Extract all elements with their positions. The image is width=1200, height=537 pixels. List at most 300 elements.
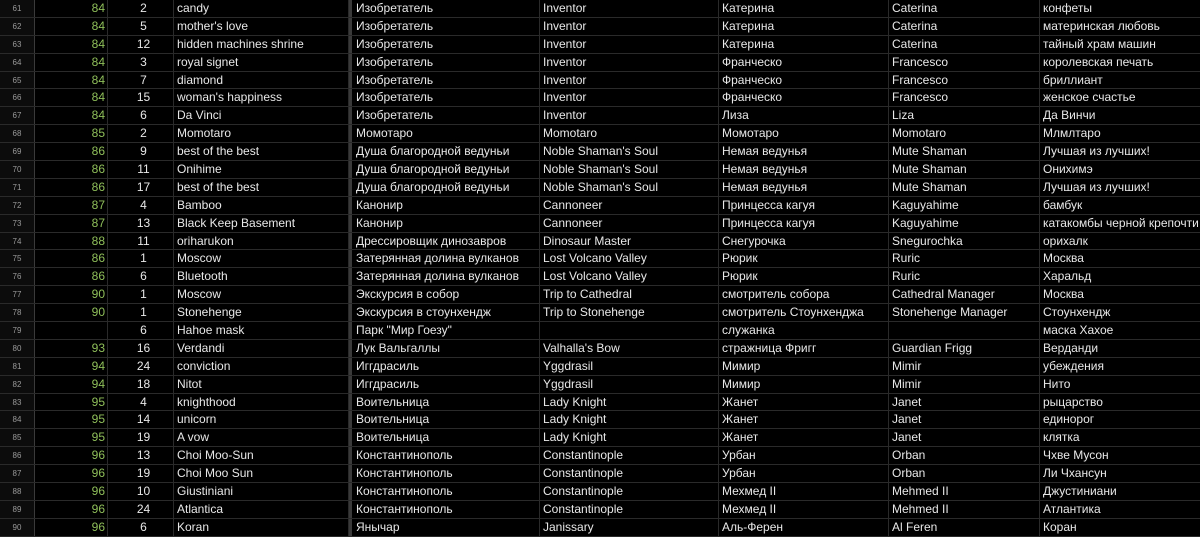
col-a-cell[interactable]: 84	[35, 72, 108, 89]
col-b-cell[interactable]: 11	[108, 161, 174, 178]
row-number: 87	[0, 465, 35, 482]
row-number: 61	[0, 0, 35, 17]
col-g-cell[interactable]: Orban	[889, 447, 1040, 464]
col-f-cell[interactable]: Мехмед II	[719, 483, 889, 500]
col-g-cell[interactable]: Kaguyahime	[889, 215, 1040, 232]
col-b-cell[interactable]: 1	[108, 250, 174, 267]
col-f-cell[interactable]: Принцесса кагуя	[719, 197, 889, 214]
col-c-cell[interactable]: Moscow	[174, 250, 349, 267]
col-c-cell[interactable]: Momotaro	[174, 125, 349, 142]
col-a-cell[interactable]: 96	[35, 447, 108, 464]
col-d-cell[interactable]: Иггдрасиль	[349, 376, 540, 393]
col-h-cell[interactable]: Москва	[1043, 287, 1084, 302]
col-e-cell[interactable]: Constantinople	[540, 465, 719, 482]
col-d-cell[interactable]: Константинополь	[349, 501, 540, 518]
col-e-cell[interactable]: Noble Shaman's Soul	[540, 179, 719, 196]
col-g-cell[interactable]: Janet	[889, 429, 1040, 446]
col-c-cell[interactable]: A vow	[174, 429, 349, 446]
col-b-cell[interactable]: 16	[108, 340, 174, 357]
table-row	[0, 447, 1200, 465]
table-row	[0, 286, 1200, 304]
col-e-cell[interactable]: Inventor	[540, 18, 719, 35]
row-number: 63	[0, 36, 35, 53]
table-row	[0, 519, 1200, 537]
col-c-cell[interactable]: Choi Moo Sun	[174, 465, 349, 482]
col-b-cell[interactable]: 4	[108, 197, 174, 214]
col-c-cell[interactable]: oriharukon	[174, 233, 349, 250]
col-b-cell[interactable]: 11	[108, 233, 174, 250]
col-h-cell[interactable]: Стоунхендж	[1043, 305, 1111, 320]
table-row	[0, 179, 1200, 197]
col-c-cell[interactable]: royal signet	[174, 54, 349, 71]
row-number: 62	[0, 18, 35, 35]
col-g-cell[interactable]: Mehmed II	[889, 483, 1040, 500]
col-c-cell[interactable]: Moscow	[174, 286, 349, 303]
col-c-cell[interactable]: conviction	[174, 358, 349, 375]
col-g-cell[interactable]: Francesco	[889, 72, 1040, 89]
col-e-cell[interactable]: Inventor	[540, 0, 719, 17]
col-f-cell[interactable]: Принцесса кагуя	[719, 215, 889, 232]
col-f-cell[interactable]: Урбан	[719, 465, 889, 482]
col-e-cell[interactable]: Lost Volcano Valley	[540, 250, 719, 267]
col-g-cell[interactable]: Ruric	[889, 250, 1040, 267]
col-a-cell[interactable]: 86	[35, 250, 108, 267]
col-d-cell[interactable]: Константинополь	[349, 483, 540, 500]
col-h-cell[interactable]: тайный храм машин	[1043, 36, 1156, 51]
table-row	[0, 161, 1200, 179]
table-row	[0, 376, 1200, 394]
row-number: 89	[0, 501, 35, 518]
col-b-cell[interactable]: 24	[108, 358, 174, 375]
col-c-cell[interactable]: mother's love	[174, 18, 349, 35]
col-d-cell[interactable]: Изобретатель	[349, 36, 540, 53]
col-a-cell[interactable]: 93	[35, 340, 108, 357]
row-number: 74	[0, 233, 35, 250]
row-number: 85	[0, 429, 35, 446]
col-d-cell[interactable]: Иггдрасиль	[349, 358, 540, 375]
col-e-cell[interactable]: Constantinople	[540, 447, 719, 464]
table-row	[0, 394, 1200, 412]
col-h-cell[interactable]: единорог	[1043, 412, 1095, 427]
col-a-cell[interactable]: 84	[35, 36, 108, 53]
col-g-cell[interactable]: Kaguyahime	[889, 197, 1040, 214]
col-a-cell[interactable]: 84	[35, 18, 108, 35]
col-d-cell[interactable]: Изобретатель	[349, 107, 540, 124]
col-c-cell[interactable]: Black Keep Basement	[174, 215, 349, 232]
col-g-cell[interactable]: Mehmed II	[889, 501, 1040, 518]
col-b-cell[interactable]: 24	[108, 501, 174, 518]
table-row	[0, 340, 1200, 358]
col-b-cell[interactable]: 2	[108, 0, 174, 17]
col-d-cell[interactable]: Изобретатель	[349, 54, 540, 71]
col-f-cell[interactable]: Жанет	[719, 429, 889, 446]
col-b-cell[interactable]: 9	[108, 143, 174, 160]
col-a-cell[interactable]: 96	[35, 501, 108, 518]
row-number: 88	[0, 483, 35, 500]
col-a-cell[interactable]: 90	[35, 304, 108, 321]
col-b-cell[interactable]: 1	[108, 304, 174, 321]
table-row	[0, 89, 1200, 107]
col-d-cell[interactable]: Канонир	[349, 215, 540, 232]
col-h-cell[interactable]: Коран	[1043, 519, 1077, 534]
col-g-cell[interactable]: Caterina	[889, 0, 1040, 17]
table-row	[0, 18, 1200, 36]
row-number: 66	[0, 89, 35, 106]
col-e-cell[interactable]: Yggdrasil	[540, 358, 719, 375]
col-d-cell[interactable]: Константинополь	[349, 447, 540, 464]
col-b-cell[interactable]: 13	[108, 447, 174, 464]
col-e-cell[interactable]: Inventor	[540, 54, 719, 71]
col-a-cell[interactable]: 84	[35, 54, 108, 71]
col-c-cell[interactable]: hidden machines shrine	[174, 36, 349, 53]
col-g-cell[interactable]: Snegurochka	[889, 233, 1040, 250]
col-b-cell[interactable]: 2	[108, 125, 174, 142]
col-c-cell[interactable]: Atlantica	[174, 501, 349, 518]
col-f-cell[interactable]: Катерина	[719, 18, 889, 35]
col-h-cell[interactable]: материнская любовь	[1043, 18, 1160, 33]
col-d-cell[interactable]: Янычар	[349, 519, 540, 536]
col-b-cell[interactable]: 6	[108, 322, 174, 339]
col-d-cell[interactable]: Душа благородной ведуньи	[349, 179, 540, 196]
col-c-cell[interactable]: Verdandi	[174, 340, 349, 357]
col-e-cell[interactable]: Inventor	[540, 36, 719, 53]
table-row	[0, 197, 1200, 215]
table-row	[0, 268, 1200, 286]
col-g-cell[interactable]: Guardian Frigg	[889, 340, 1040, 357]
col-d-cell[interactable]: Изобретатель	[349, 18, 540, 35]
col-f-cell[interactable]: Немая ведунья	[719, 179, 889, 196]
col-d-cell[interactable]: Душа благородной ведуньи	[349, 143, 540, 160]
col-e-cell[interactable]: Inventor	[540, 89, 719, 106]
row-number: 65	[0, 72, 35, 89]
table-row	[0, 322, 1200, 340]
col-a-cell[interactable]: 84	[35, 107, 108, 124]
col-b-cell[interactable]: 14	[108, 411, 174, 428]
row-number: 73	[0, 215, 35, 232]
col-h-cell[interactable]: Харальд	[1043, 269, 1092, 284]
col-c-cell[interactable]: diamond	[174, 72, 349, 89]
col-a-cell[interactable]: 95	[35, 429, 108, 446]
col-d-cell[interactable]: Изобретатель	[349, 72, 540, 89]
col-g-cell[interactable]	[889, 322, 1040, 339]
col-a-cell[interactable]: 94	[35, 358, 108, 375]
col-d-cell[interactable]: Затерянная долина вулканов	[349, 250, 540, 267]
col-e-cell[interactable]: Cannoneer	[540, 197, 719, 214]
table-row	[0, 465, 1200, 483]
col-e-cell[interactable]: Trip to Stonehenge	[540, 304, 719, 321]
table-row	[0, 72, 1200, 90]
col-e-cell[interactable]: Yggdrasil	[540, 376, 719, 393]
col-a-cell[interactable]: 86	[35, 161, 108, 178]
table-row	[0, 358, 1200, 376]
col-f-cell[interactable]: служанка	[719, 322, 889, 339]
col-c-cell[interactable]: Nitot	[174, 376, 349, 393]
col-b-cell[interactable]: 18	[108, 376, 174, 393]
col-g-cell[interactable]: Liza	[889, 107, 1040, 124]
col-a-cell[interactable]: 90	[35, 286, 108, 303]
col-e-cell[interactable]: Noble Shaman's Soul	[540, 143, 719, 160]
col-f-cell[interactable]: Катерина	[719, 36, 889, 53]
col-h-cell[interactable]: рыцарство	[1043, 394, 1103, 409]
col-e-cell[interactable]: Valhalla's Bow	[540, 340, 719, 357]
col-h-cell[interactable]: маска Хахое	[1043, 323, 1114, 338]
col-f-cell[interactable]: Лиза	[719, 107, 889, 124]
col-f-cell[interactable]: Аль-Ферен	[719, 519, 889, 536]
col-g-cell[interactable]: Mimir	[889, 376, 1040, 393]
col-h-cell[interactable]: конфеты	[1043, 1, 1092, 15]
col-h-cell[interactable]: Москва	[1043, 251, 1084, 266]
col-f-cell[interactable]: Немая ведунья	[719, 161, 889, 178]
col-f-cell[interactable]: Жанет	[719, 411, 889, 428]
col-f-cell[interactable]: Урбан	[719, 447, 889, 464]
row-number: 78	[0, 304, 35, 321]
col-f-cell[interactable]: Немая ведунья	[719, 143, 889, 160]
row-number: 69	[0, 143, 35, 160]
col-d-cell[interactable]: Воительница	[349, 429, 540, 446]
row-number: 84	[0, 411, 35, 428]
col-h-cell[interactable]: женское счастье	[1043, 90, 1136, 105]
row-number: 82	[0, 376, 35, 393]
col-b-cell[interactable]: 15	[108, 89, 174, 106]
col-f-cell[interactable]: стражница Фригг	[719, 340, 889, 357]
col-e-cell[interactable]: Lady Knight	[540, 429, 719, 446]
col-d-cell[interactable]: Парк "Мир Гоезу"	[349, 322, 540, 339]
col-c-cell[interactable]: Koran	[174, 519, 349, 536]
col-f-cell[interactable]: смотритель собора	[719, 286, 889, 303]
col-b-cell[interactable]: 12	[108, 36, 174, 53]
col-e-cell[interactable]: Trip to Cathedral	[540, 286, 719, 303]
table-row	[0, 215, 1200, 233]
table-row	[0, 429, 1200, 447]
row-number: 80	[0, 340, 35, 357]
col-g-cell[interactable]: Janet	[889, 394, 1040, 411]
table-row	[0, 483, 1200, 501]
col-f-cell[interactable]: Франческо	[719, 72, 889, 89]
col-c-cell[interactable]: unicorn	[174, 411, 349, 428]
col-a-cell[interactable]: 96	[35, 483, 108, 500]
row-number: 83	[0, 394, 35, 411]
row-number: 79	[0, 322, 35, 339]
col-h-cell[interactable]: Верданди	[1043, 340, 1099, 355]
col-a-cell[interactable]: 87	[35, 215, 108, 232]
col-d-cell[interactable]: Изобретатель	[349, 0, 540, 17]
col-b-cell[interactable]: 13	[108, 215, 174, 232]
table-row	[0, 54, 1200, 72]
col-e-cell[interactable]: Dinosaur Master	[540, 233, 719, 250]
col-a-cell[interactable]: 84	[35, 89, 108, 106]
col-a-cell[interactable]: 96	[35, 465, 108, 482]
col-h-cell[interactable]: Млмлтаро	[1043, 126, 1101, 141]
col-g-cell[interactable]: Mimir	[889, 358, 1040, 375]
col-h-cell[interactable]: Лучшая из лучших!	[1043, 179, 1150, 194]
row-number: 71	[0, 179, 35, 196]
row-number: 75	[0, 250, 35, 267]
col-e-cell[interactable]: Lost Volcano Valley	[540, 268, 719, 285]
col-f-cell[interactable]: Рюрик	[719, 268, 889, 285]
col-b-cell[interactable]: 1	[108, 286, 174, 303]
col-d-cell[interactable]: Дрессировщик динозавров	[349, 233, 540, 250]
col-e-cell[interactable]: Inventor	[540, 72, 719, 89]
col-b-cell[interactable]: 5	[108, 18, 174, 35]
col-a-cell[interactable]: 94	[35, 376, 108, 393]
col-e-cell[interactable]: Lady Knight	[540, 411, 719, 428]
table-row	[0, 233, 1200, 251]
col-e-cell[interactable]: Janissary	[540, 519, 719, 536]
col-h-cell[interactable]: Лучшая из лучших!	[1043, 144, 1150, 159]
col-a-cell[interactable]: 84	[35, 0, 108, 17]
col-h-cell[interactable]: Ли Чхансун	[1043, 466, 1107, 481]
col-f-cell[interactable]: Мехмед II	[719, 501, 889, 518]
col-d-cell[interactable]: Момотаро	[349, 125, 540, 142]
col-h-cell[interactable]: Джустиниани	[1043, 484, 1117, 499]
col-d-cell[interactable]: Константинополь	[349, 465, 540, 482]
col-g-cell[interactable]: Mute Shaman	[889, 179, 1040, 196]
col-c-cell[interactable]: Hahoe mask	[174, 322, 349, 339]
col-h-cell[interactable]: Нито	[1043, 376, 1071, 391]
col-a-cell[interactable]: 95	[35, 394, 108, 411]
col-g-cell[interactable]: Mute Shaman	[889, 161, 1040, 178]
col-e-cell[interactable]	[540, 322, 719, 339]
col-d-cell[interactable]: Экскурсия в собор	[349, 286, 540, 303]
col-c-cell[interactable]: Bluetooth	[174, 268, 349, 285]
col-h-cell[interactable]: убеждения	[1043, 358, 1104, 373]
col-g-cell[interactable]: Janet	[889, 411, 1040, 428]
col-a-cell[interactable]	[35, 322, 108, 339]
col-e-cell[interactable]: Momotaro	[540, 125, 719, 142]
table-row	[0, 107, 1200, 125]
col-g-cell[interactable]: Francesco	[889, 54, 1040, 71]
col-a-cell[interactable]: 96	[35, 519, 108, 536]
col-h-cell[interactable]: Да Винчи	[1043, 108, 1096, 123]
row-number: 90	[0, 519, 35, 536]
col-h-cell[interactable]: бамбук	[1043, 197, 1083, 212]
col-b-cell[interactable]: 17	[108, 179, 174, 196]
col-g-cell[interactable]: Caterina	[889, 18, 1040, 35]
col-h-cell[interactable]: Атлантика	[1043, 501, 1101, 516]
row-number: 72	[0, 197, 35, 214]
row-number: 70	[0, 161, 35, 178]
row-number: 76	[0, 268, 35, 285]
col-e-cell[interactable]: Lady Knight	[540, 394, 719, 411]
col-e-cell[interactable]: Noble Shaman's Soul	[540, 161, 719, 178]
col-d-cell[interactable]: Лук Вальгаллы	[349, 340, 540, 357]
col-f-cell[interactable]: Франческо	[719, 89, 889, 106]
table-row	[0, 36, 1200, 54]
table-row	[0, 0, 1200, 18]
col-f-cell[interactable]: Снегурочка	[719, 233, 889, 250]
col-c-cell[interactable]: Choi Moo-Sun	[174, 447, 349, 464]
col-a-cell[interactable]: 86	[35, 268, 108, 285]
col-c-cell[interactable]: candy	[174, 0, 349, 17]
col-c-cell[interactable]: Bamboo	[174, 197, 349, 214]
col-c-cell[interactable]: knighthood	[174, 394, 349, 411]
col-a-cell[interactable]: 86	[35, 179, 108, 196]
col-h-cell[interactable]: орихалк	[1043, 233, 1088, 248]
table-row	[0, 125, 1200, 143]
col-g-cell[interactable]: Orban	[889, 465, 1040, 482]
table-row	[0, 304, 1200, 322]
row-number: 81	[0, 358, 35, 375]
col-c-cell[interactable]: Da Vinci	[174, 107, 349, 124]
col-b-cell[interactable]: 6	[108, 519, 174, 536]
col-e-cell[interactable]: Cannoneer	[540, 215, 719, 232]
col-e-cell[interactable]: Inventor	[540, 107, 719, 124]
col-h-cell[interactable]: Онихимэ	[1043, 162, 1093, 177]
col-c-cell[interactable]: best of the best	[174, 143, 349, 160]
col-b-cell[interactable]: 4	[108, 394, 174, 411]
col-b-cell[interactable]: 10	[108, 483, 174, 500]
col-a-cell[interactable]: 85	[35, 125, 108, 142]
col-b-cell[interactable]: 19	[108, 429, 174, 446]
col-g-cell[interactable]: Caterina	[889, 36, 1040, 53]
row-number: 68	[0, 125, 35, 142]
table-row	[0, 250, 1200, 268]
col-f-cell[interactable]: Рюрик	[719, 250, 889, 267]
col-g-cell[interactable]: Ruric	[889, 268, 1040, 285]
col-b-cell[interactable]: 7	[108, 72, 174, 89]
col-d-cell[interactable]: Канонир	[349, 197, 540, 214]
col-h-cell[interactable]: клятка	[1043, 430, 1080, 445]
col-g-cell[interactable]: Stonehenge Manager	[889, 304, 1040, 321]
col-c-cell[interactable]: Stonehenge	[174, 304, 349, 321]
col-e-cell[interactable]: Constantinople	[540, 483, 719, 500]
col-g-cell[interactable]: Mute Shaman	[889, 143, 1040, 160]
col-g-cell[interactable]: Momotaro	[889, 125, 1040, 142]
col-h-cell[interactable]: Чхве Мусон	[1043, 448, 1109, 463]
col-b-cell[interactable]: 3	[108, 54, 174, 71]
col-f-cell[interactable]: Мимир	[719, 358, 889, 375]
table-row	[0, 501, 1200, 519]
row-number: 86	[0, 447, 35, 464]
col-h-cell[interactable]: катакомбы черной крепочти	[1043, 215, 1199, 230]
col-a-cell[interactable]: 88	[35, 233, 108, 250]
col-d-cell[interactable]: Воительница	[349, 394, 540, 411]
col-f-cell[interactable]: Мимир	[719, 376, 889, 393]
col-d-cell[interactable]: Экскурсия в стоунхендж	[349, 304, 540, 321]
col-a-cell[interactable]: 87	[35, 197, 108, 214]
col-b-cell[interactable]: 6	[108, 268, 174, 285]
col-h-cell[interactable]: бриллиант	[1043, 72, 1103, 87]
col-b-cell[interactable]: 19	[108, 465, 174, 482]
row-number: 67	[0, 107, 35, 124]
col-f-cell[interactable]: смотритель Стоунхенджа	[719, 304, 889, 321]
col-c-cell[interactable]: Giustiniani	[174, 483, 349, 500]
col-c-cell[interactable]: best of the best	[174, 179, 349, 196]
col-b-cell[interactable]: 6	[108, 107, 174, 124]
col-a-cell[interactable]: 95	[35, 411, 108, 428]
col-f-cell[interactable]: Катерина	[719, 0, 889, 17]
col-g-cell[interactable]: Al Feren	[889, 519, 1040, 536]
table-row	[0, 411, 1200, 429]
col-d-cell[interactable]: Душа благородной ведуньи	[349, 161, 540, 178]
col-f-cell[interactable]: Момотаро	[719, 125, 889, 142]
col-c-cell[interactable]: Onihime	[174, 161, 349, 178]
col-e-cell[interactable]: Constantinople	[540, 501, 719, 518]
col-f-cell[interactable]: Жанет	[719, 394, 889, 411]
col-d-cell[interactable]: Воительница	[349, 411, 540, 428]
row-number: 64	[0, 54, 35, 71]
col-h-cell[interactable]: королевская печать	[1043, 54, 1154, 69]
col-f-cell[interactable]: Франческо	[719, 54, 889, 71]
table-row	[0, 143, 1200, 161]
col-d-cell[interactable]: Изобретатель	[349, 89, 540, 106]
col-a-cell[interactable]: 86	[35, 143, 108, 160]
col-d-cell[interactable]: Затерянная долина вулканов	[349, 268, 540, 285]
col-g-cell[interactable]: Cathedral Manager	[889, 286, 1040, 303]
col-g-cell[interactable]: Francesco	[889, 89, 1040, 106]
col-c-cell[interactable]: woman's happiness	[174, 89, 349, 106]
row-number: 77	[0, 286, 35, 303]
